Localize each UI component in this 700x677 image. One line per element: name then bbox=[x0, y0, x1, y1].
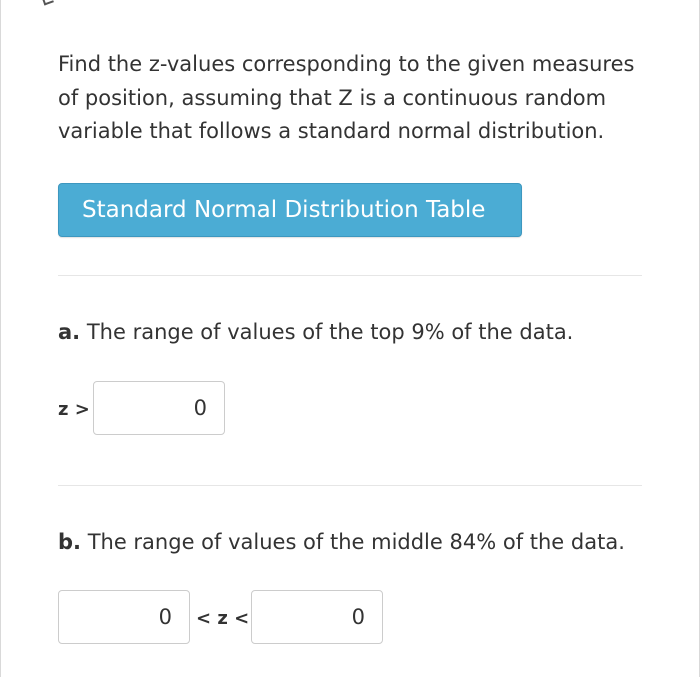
part-a-z-input[interactable] bbox=[93, 381, 225, 435]
part-a-letter: a. bbox=[58, 320, 81, 344]
part-b-prompt bbox=[58, 530, 625, 554]
part-b-lower-input[interactable] bbox=[58, 590, 190, 644]
part-a-operator: z > bbox=[58, 399, 90, 420]
divider bbox=[58, 485, 642, 486]
scroll-indicator-icon bbox=[42, 0, 54, 5]
part-b-upper-input[interactable] bbox=[251, 590, 383, 644]
part-a-prompt bbox=[58, 320, 573, 344]
standard-normal-table-button[interactable]: Standard Normal Distribution Table bbox=[58, 183, 522, 237]
problem-intro: Find the z-values corresponding to the given measures of position, assuming that Z is a continuous random variable that follows a standard normal distribution. bbox=[58, 52, 635, 143]
divider bbox=[58, 275, 642, 276]
part-b-text: The range of values of the middle 84% of the data. bbox=[81, 530, 625, 554]
frame-left-border bbox=[0, 0, 1, 677]
part-a-text: The range of values of the top 9% of the data. bbox=[80, 320, 574, 344]
part-b-letter: b. bbox=[58, 530, 82, 554]
part-b-operator: < z < bbox=[196, 608, 250, 629]
